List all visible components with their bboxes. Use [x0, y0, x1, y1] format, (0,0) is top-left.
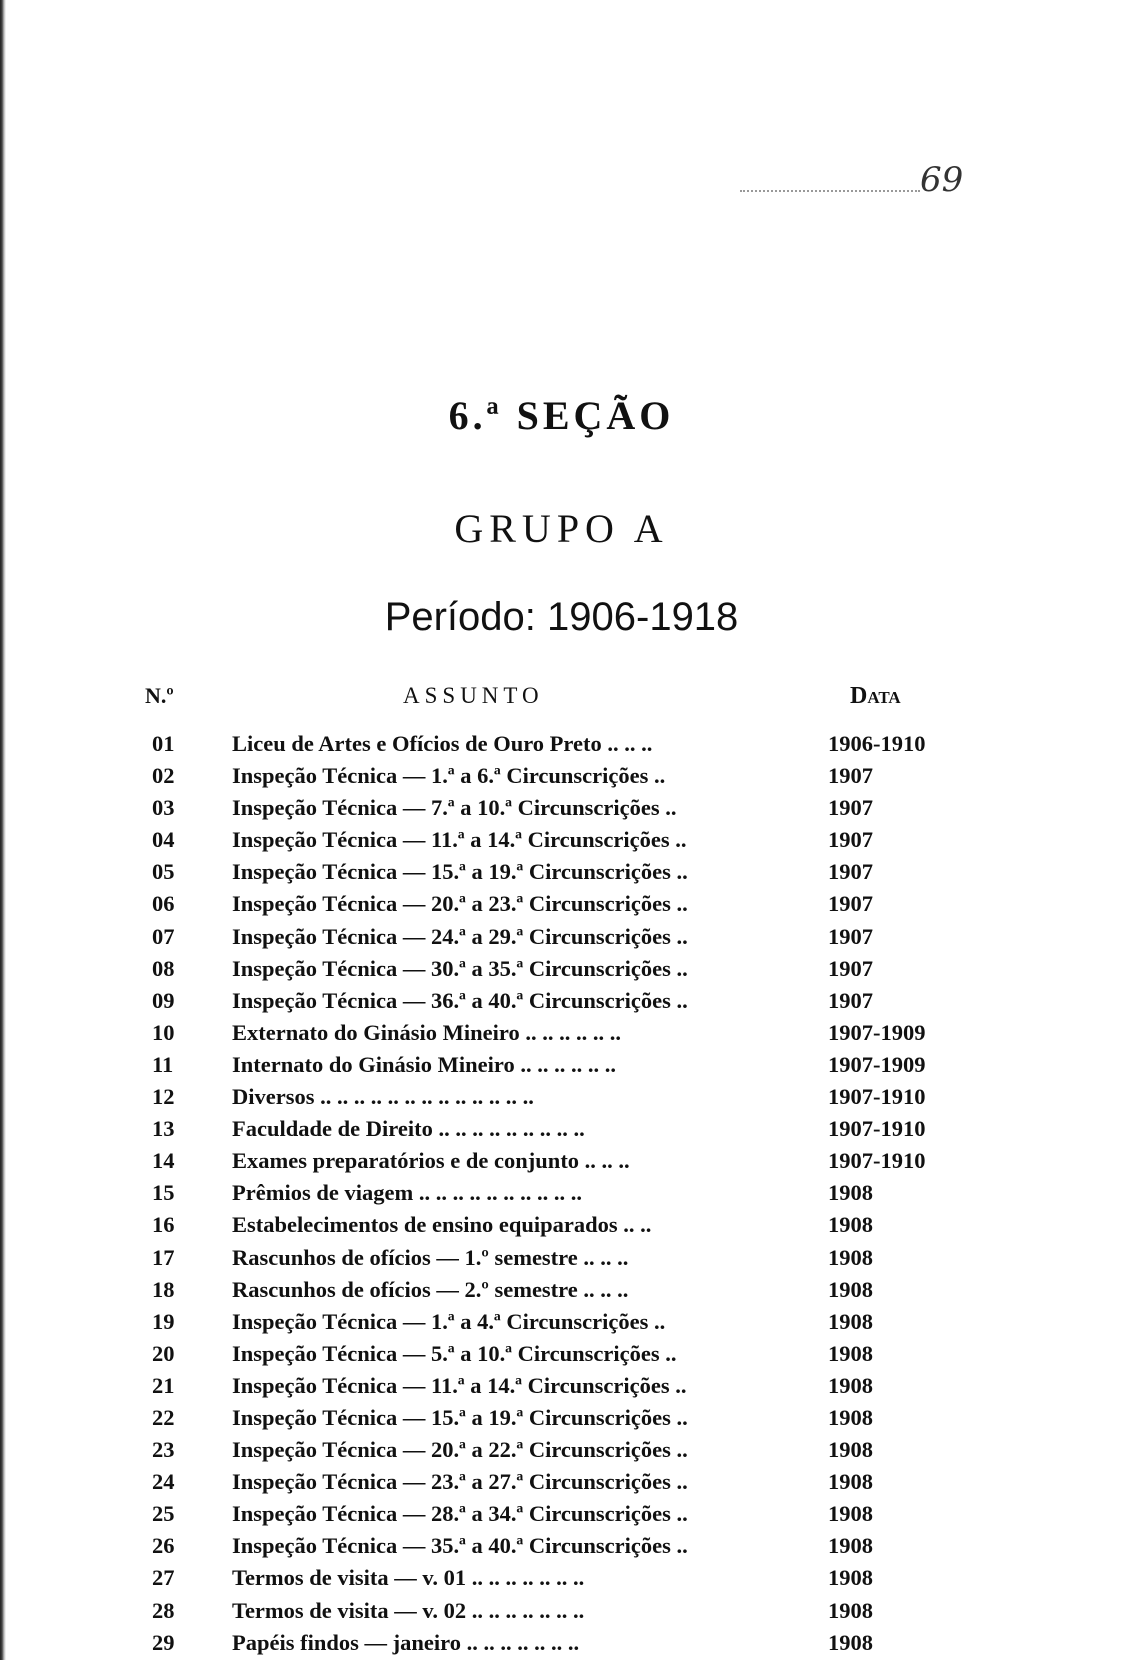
row-number: 24 — [152, 1469, 175, 1495]
row-number: 01 — [152, 731, 175, 756]
header-date: Data — [850, 683, 901, 709]
row-subject: Inspeção Técnica — 24.ª a 29.ª Circunscrições .. — [232, 923, 688, 949]
row-subject: Inspeção Técnica — 28.ª a 34.ª Circunscrições .. — [232, 1501, 688, 1527]
row-date: 1908 — [828, 1212, 873, 1238]
row-number: 07 — [152, 923, 175, 949]
row-date: 1908 — [828, 1180, 873, 1206]
row-date: 1908 — [828, 1597, 873, 1623]
row-number: 26 — [152, 1533, 175, 1559]
table-row — [0, 1049, 1123, 1081]
row-subject: Termos de visita — v. 02 .. .. .. .. .. .. .. — [232, 1597, 585, 1623]
row-subject: Inspeção Técnica — 15.ª a 19.ª Circunscrições .. — [232, 1404, 688, 1430]
table-row — [0, 1627, 1123, 1659]
row-date: 1907 — [828, 955, 873, 981]
row-number: 10 — [152, 1019, 175, 1045]
table-row — [0, 728, 1123, 760]
row-date: 1907 — [828, 827, 873, 853]
row-date: 1908 — [828, 1372, 873, 1398]
row-date: 1908 — [828, 1469, 873, 1495]
row-subject: Papéis findos — janeiro .. .. .. .. .. .. .. — [232, 1629, 580, 1655]
header-subject: ASSUNTO — [403, 683, 544, 708]
row-number: 04 — [152, 827, 175, 853]
row-number: 27 — [152, 1565, 175, 1591]
header-number: N.º — [145, 683, 174, 708]
table-row — [0, 1402, 1123, 1434]
row-subject: Rascunhos de ofícios — 1.º semestre .. .. .. — [232, 1244, 629, 1270]
row-subject: Inspeção Técnica — 7.ª a 10.ª Circunscrições .. — [232, 795, 677, 821]
row-number: 16 — [152, 1212, 175, 1238]
row-subject: Internato do Ginásio Mineiro .. .. .. .. .. .. — [232, 1051, 616, 1077]
row-date: 1907-1910 — [828, 1084, 926, 1110]
row-number: 22 — [152, 1404, 175, 1430]
row-number: 14 — [152, 1148, 175, 1174]
row-subject: Diversos .. .. .. .. .. .. .. .. .. .. .. .. .. — [232, 1084, 534, 1110]
row-date: 1907 — [828, 859, 873, 885]
table-row — [0, 1017, 1123, 1049]
table-row — [0, 921, 1123, 953]
table-row — [0, 1434, 1123, 1466]
row-subject: Inspeção Técnica — 30.ª a 35.ª Circunscrições .. — [232, 955, 688, 981]
row-number: 06 — [152, 891, 175, 917]
row-date: 1908 — [828, 1629, 873, 1655]
row-date: 1908 — [828, 1308, 873, 1334]
row-date: 1907 — [828, 923, 873, 949]
row-subject: Estabelecimentos de ensino equiparados .. .. — [232, 1212, 652, 1238]
table-row — [0, 888, 1123, 920]
row-subject: Inspeção Técnica — 1.ª a 6.ª Circunscrições .. — [232, 763, 666, 789]
table-row — [0, 1081, 1123, 1113]
row-subject: Rascunhos de ofícios — 2.º semestre .. .. .. — [232, 1276, 629, 1302]
row-subject: Inspeção Técnica — 5.ª a 10.ª Circunscrições .. — [232, 1340, 677, 1366]
row-date: 1908 — [828, 1340, 873, 1366]
row-date: 1907 — [828, 795, 873, 821]
row-subject: Inspeção Técnica — 11.ª a 14.ª Circunscrições .. — [232, 827, 687, 853]
row-subject: Inspeção Técnica — 23.ª a 27.ª Circunscrições .. — [232, 1469, 688, 1495]
row-number: 20 — [152, 1340, 175, 1366]
row-number: 08 — [152, 955, 175, 981]
row-subject: Faculdade de Direito .. .. .. .. .. .. .. .. .. — [232, 1116, 585, 1142]
row-date: 1907-1910 — [828, 1116, 926, 1142]
row-subject: Inspeção Técnica — 1.ª a 4.ª Circunscrições .. — [232, 1308, 666, 1334]
row-date: 1908 — [828, 1244, 873, 1270]
handwritten-page-number: 69 — [920, 160, 964, 200]
row-number: 19 — [152, 1308, 175, 1334]
row-number: 11 — [152, 1051, 174, 1077]
table-row — [0, 1145, 1123, 1177]
row-subject: Inspeção Técnica — 20.ª a 22.ª Circunscrições .. — [232, 1437, 688, 1463]
table-row — [0, 760, 1123, 792]
table-row — [0, 1177, 1123, 1209]
row-date: 1908 — [828, 1533, 873, 1559]
row-number: 13 — [152, 1116, 175, 1142]
table-row — [0, 1466, 1123, 1498]
row-number: 05 — [152, 859, 175, 885]
table-row — [0, 792, 1123, 824]
row-date: 1908 — [828, 1437, 873, 1463]
row-number: 25 — [152, 1501, 175, 1527]
row-number: 02 — [152, 763, 175, 789]
table-row — [0, 1274, 1123, 1306]
row-date: 1906-1910 — [828, 731, 926, 756]
row-number: 23 — [152, 1437, 175, 1463]
row-number: 12 — [152, 1084, 175, 1110]
row-date: 1907 — [828, 763, 873, 789]
row-subject: Exames preparatórios e de conjunto .. .. .. — [232, 1148, 630, 1174]
row-subject: Externato do Ginásio Mineiro .. .. .. .. .. .. — [232, 1019, 621, 1045]
row-number: 09 — [152, 987, 175, 1013]
table-row — [0, 1498, 1123, 1530]
table-row — [0, 1242, 1123, 1274]
row-date: 1907 — [828, 891, 873, 917]
row-date: 1908 — [828, 1276, 873, 1302]
row-number: 03 — [152, 795, 175, 821]
table-row — [0, 1338, 1123, 1370]
table-row — [0, 953, 1123, 985]
table-row — [0, 1595, 1123, 1627]
table-row — [0, 856, 1123, 888]
row-subject: Inspeção Técnica — 20.ª a 23.ª Circunscrições .. — [232, 891, 688, 917]
row-subject: Inspeção Técnica — 35.ª a 40.ª Circunscrições .. — [232, 1533, 688, 1559]
row-date: 1907 — [828, 987, 873, 1013]
row-subject: Termos de visita — v. 01 .. .. .. .. .. .. .. — [232, 1565, 585, 1591]
column-headers — [0, 683, 1123, 713]
row-number: 29 — [152, 1629, 175, 1655]
row-date: 1908 — [828, 1404, 873, 1430]
section-title: 6.ª SEÇÃO — [448, 393, 675, 438]
row-number: 21 — [152, 1372, 175, 1398]
row-date: 1908 — [828, 1501, 873, 1527]
row-number: 17 — [152, 1244, 175, 1270]
row-date: 1907-1910 — [828, 1148, 926, 1174]
row-subject: Inspeção Técnica — 15.ª a 19.ª Circunscrições .. — [232, 859, 688, 885]
period-label: Período: 1906-1918 — [384, 595, 739, 639]
table-row — [0, 1530, 1123, 1562]
row-date: 1907-1909 — [828, 1051, 926, 1077]
row-subject: Inspeção Técnica — 36.ª a 40.ª Circunscrições .. — [232, 987, 688, 1013]
row-number: 15 — [152, 1180, 175, 1206]
row-date: 1907-1909 — [828, 1019, 926, 1045]
row-number: 18 — [152, 1276, 175, 1302]
table-row — [0, 1209, 1123, 1241]
index-table — [0, 728, 1123, 1659]
table-row — [0, 824, 1123, 856]
group-title: GRUPO A — [454, 506, 669, 551]
row-number: 28 — [152, 1597, 175, 1623]
dotted-rule — [740, 190, 920, 193]
row-date: 1908 — [828, 1565, 873, 1591]
row-subject: Prêmios de viagem .. .. .. .. .. .. .. .. .. .. — [232, 1180, 582, 1206]
table-row — [0, 1370, 1123, 1402]
table-row — [0, 985, 1123, 1017]
row-subject: Inspeção Técnica — 11.ª a 14.ª Circunscrições .. — [232, 1372, 687, 1398]
table-row — [0, 1113, 1123, 1145]
table-row — [0, 1306, 1123, 1338]
row-subject: Liceu de Artes e Ofícios de Ouro Preto .. .. .. — [232, 731, 653, 756]
table-row — [0, 1562, 1123, 1594]
